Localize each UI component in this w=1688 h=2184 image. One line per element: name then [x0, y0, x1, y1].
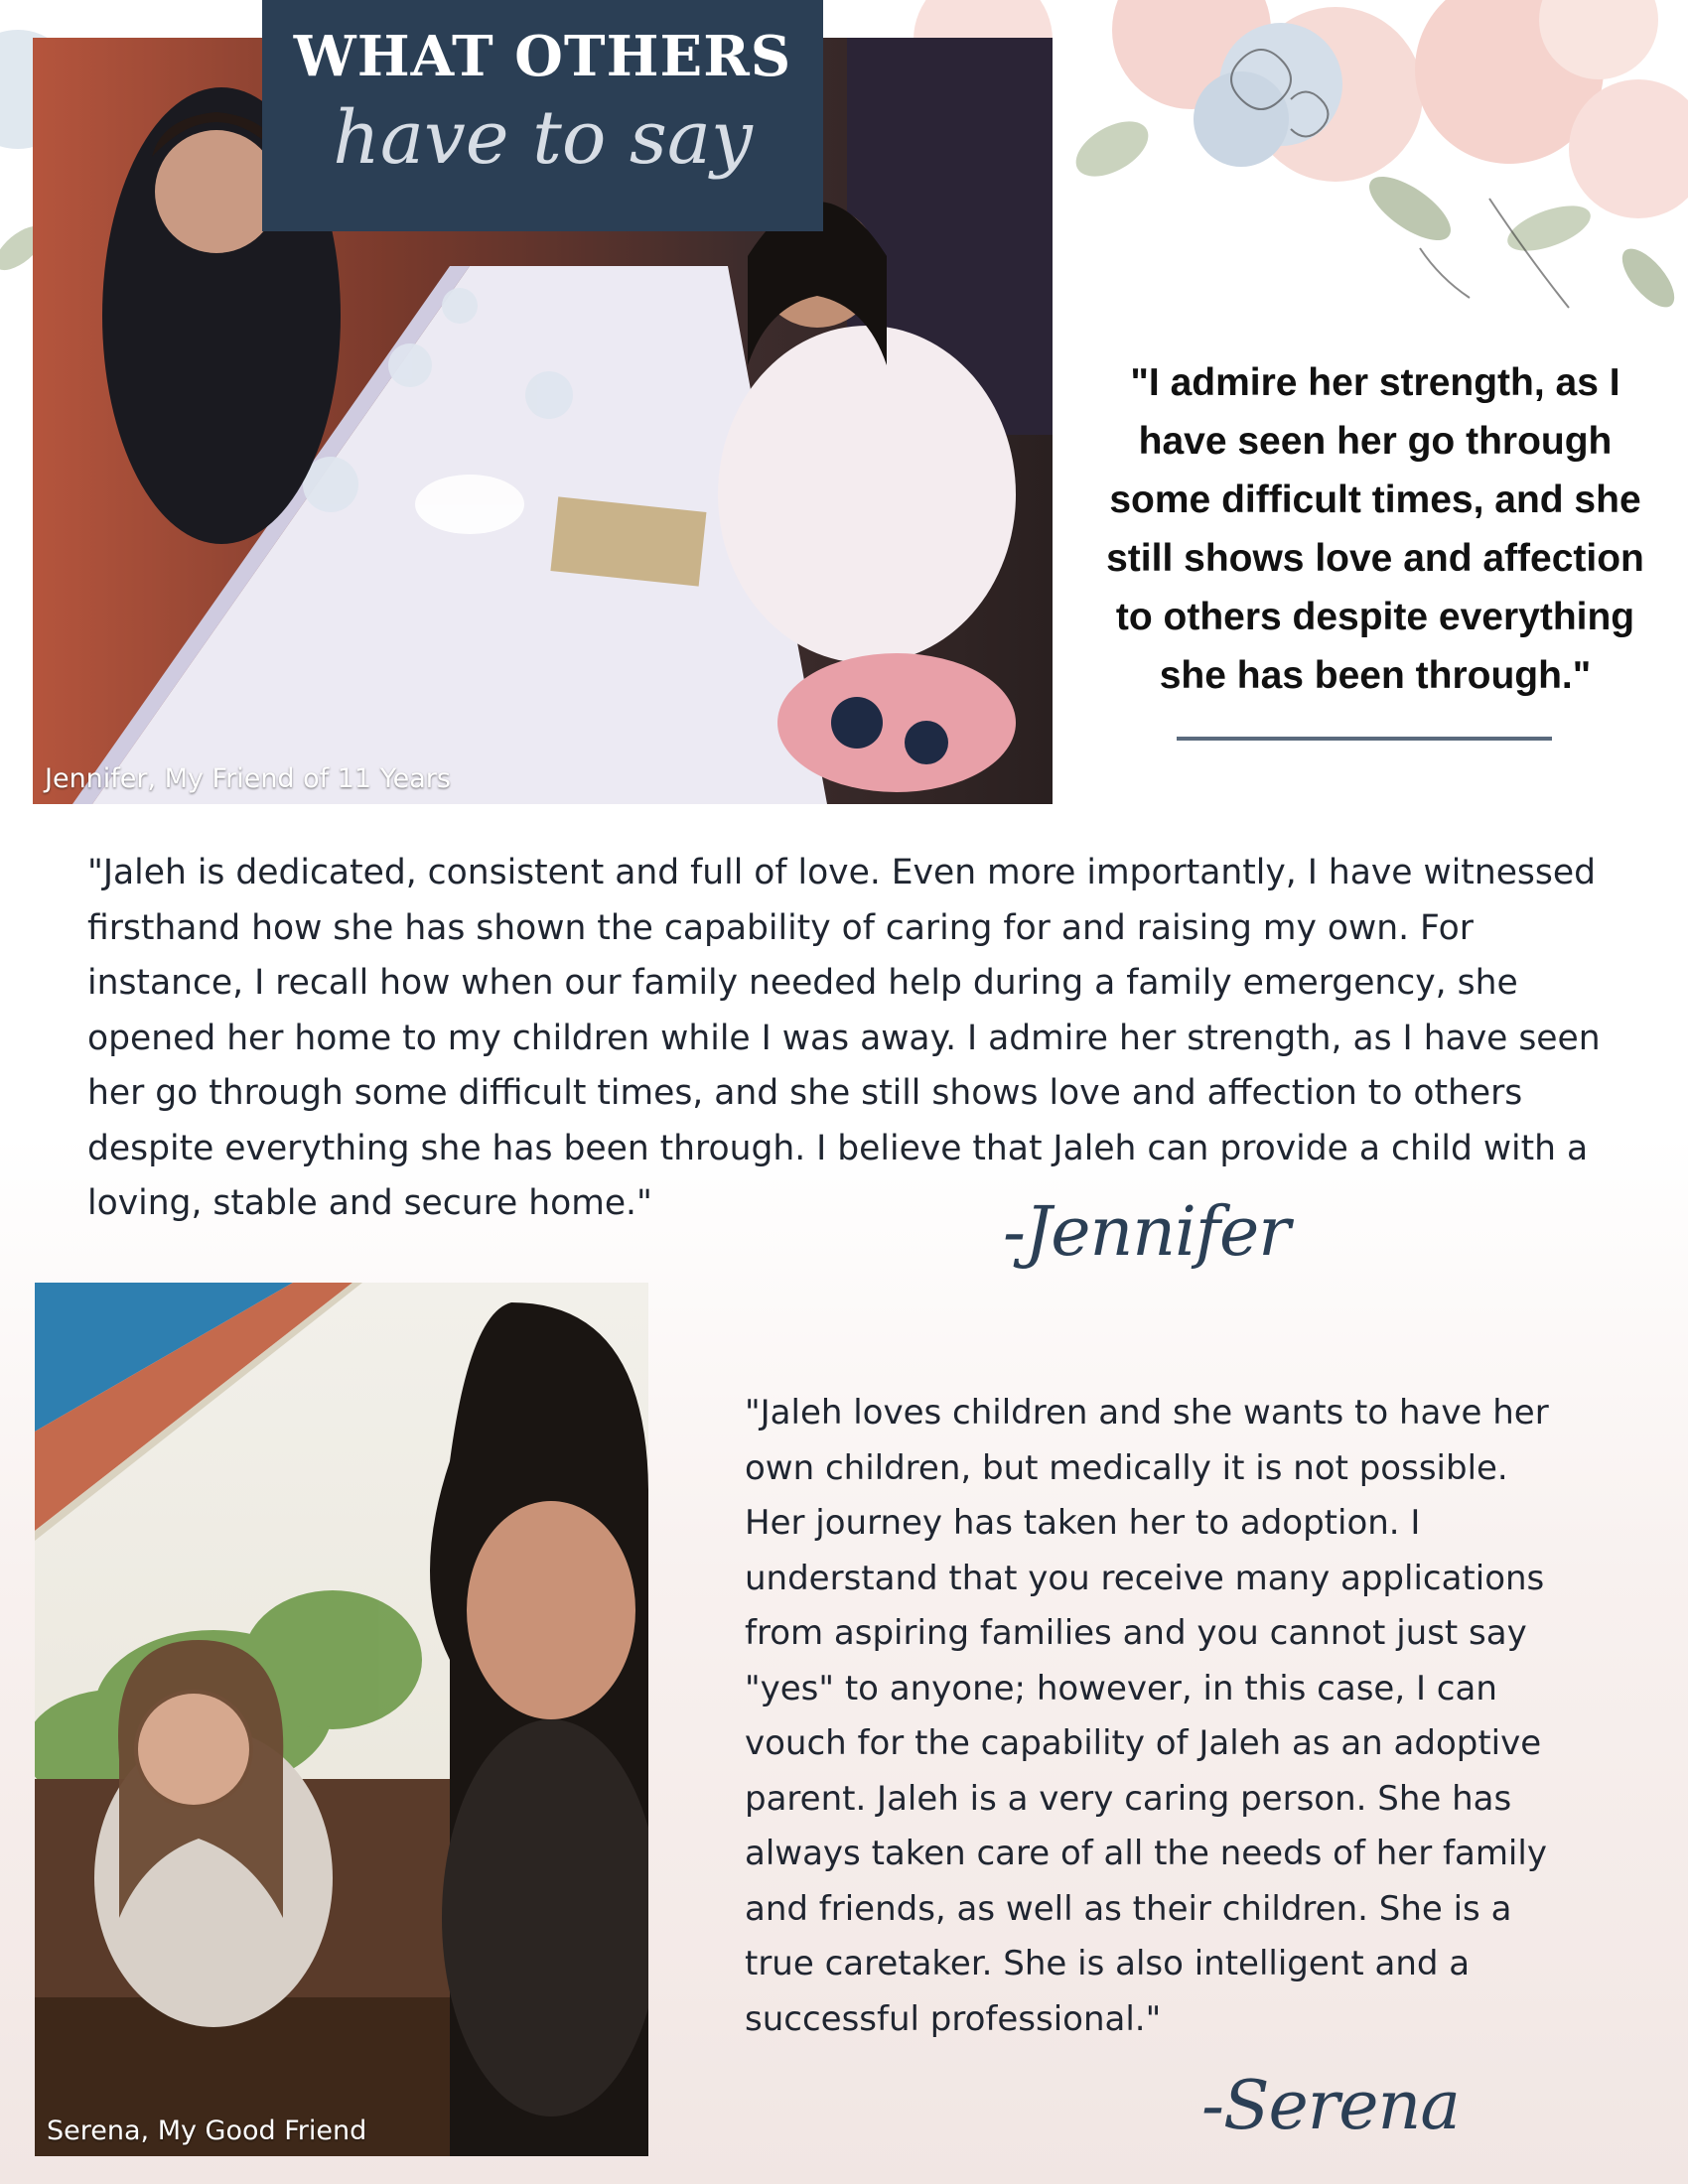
- testimonial-quote-serena: "Jaleh loves children and she wants to have her own children, but medically it is not possible. Her journey has taken her to adoption. I understand that you receive many applications from aspiring families and you cannot just say "yes" to anyone; however, in this case, I can vouch for the capability of Jaleh as an adoptive parent. Jaleh is a very caring person. She has always taken care of all the needs of her family and friends, as well as their children. She is a true caretaker. She is also intelligent and a successful professional.": [745, 1393, 1549, 2039]
- divider: [1177, 737, 1552, 741]
- page-title: WHAT OTHERS: [293, 24, 792, 89]
- pull-quote: [1087, 353, 1663, 705]
- signature-jennifer: -Jennifer: [1003, 1193, 1290, 1272]
- testimonial-quote-jennifer: "Jaleh is dedicated, consistent and full of love. Even more importantly, I have witnessed firsthand how she has shown the capability of caring for and raising my own. For instance, I recall how when our family needed help during a family emergency, she opened her home to my children while I was away. I admire her strength, as I have seen her go through some difficult times, and she still shows love and affection to others despite everything she has been through. I believe that Jaleh can provide a child with a loving, stable and secure home.": [87, 853, 1601, 1223]
- signature-serena: -Serena: [1201, 2067, 1460, 2145]
- patio-photo-illustration: [35, 1283, 648, 2156]
- photo-caption: Jennifer, My Friend of 11 Years: [45, 763, 451, 794]
- pull-quote-text: "I admire her strength, as I have seen her go through some difficult times, and she still shows love and affection to others despite everything she has been through.": [1106, 361, 1644, 697]
- photo-caption: Serena, My Good Friend: [47, 2116, 367, 2146]
- page-subtitle: have to say: [333, 95, 753, 181]
- title-box: [262, 0, 823, 231]
- photo-serena: [35, 1283, 648, 2156]
